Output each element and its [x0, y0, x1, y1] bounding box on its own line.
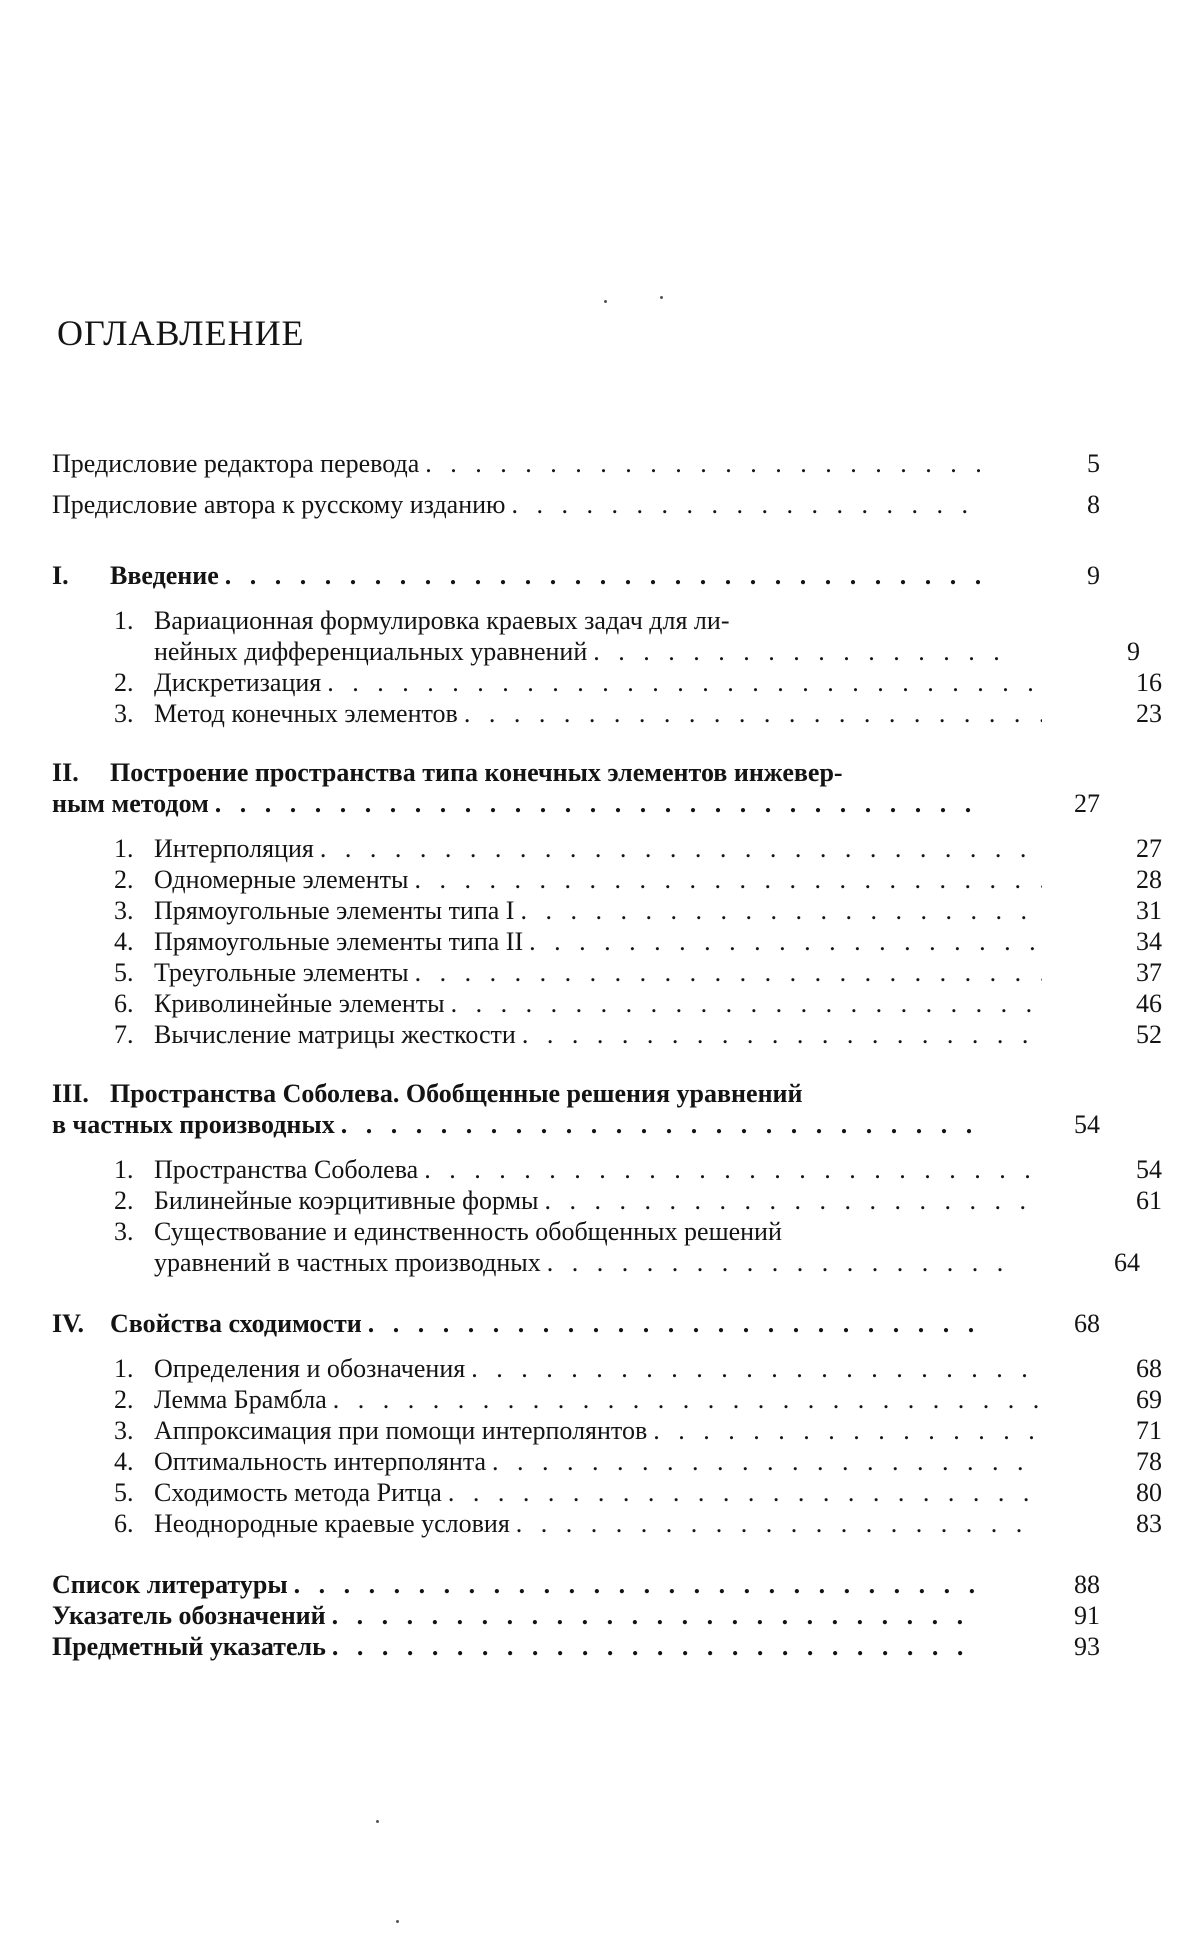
toc-section-4-5[interactable] — [52, 1477, 1162, 1508]
toc-section-2-4[interactable] — [52, 926, 1162, 957]
section-number: 1. — [114, 1155, 134, 1184]
section-number: 4. — [114, 1447, 134, 1476]
entry-title: Список литературы — [52, 1570, 288, 1599]
chapter-number: III. — [52, 1079, 89, 1108]
toc-entry-back-2[interactable] — [52, 1600, 1100, 1631]
section-number: 2. — [114, 1385, 134, 1414]
section-number: 3. — [114, 896, 134, 925]
section-title: Пространства Соболева — [154, 1155, 419, 1184]
section-number: 1. — [114, 1354, 134, 1383]
toc-section-4-6[interactable] — [52, 1508, 1162, 1539]
leader-dots — [332, 1600, 980, 1631]
toc-section-2-7[interactable] — [52, 1019, 1162, 1050]
section-number: 3. — [114, 1217, 134, 1246]
page-number: 88 — [1074, 1570, 1100, 1599]
leader-dots — [547, 1247, 1020, 1278]
section-title: Лемма Брамбла — [154, 1385, 327, 1414]
section-title-line2: нейных дифференциальных уравнений — [154, 637, 588, 666]
section-title: Аппроксимация при помощи интерполянтов — [154, 1416, 648, 1445]
section-number: 1. — [114, 834, 134, 863]
leader-dots — [471, 1353, 1042, 1384]
section-number: 2. — [114, 865, 134, 894]
toc-entry-front-2[interactable] — [52, 489, 1100, 520]
leader-dots — [414, 864, 1042, 895]
leader-dots — [593, 636, 1020, 667]
leader-dots — [545, 1185, 1043, 1216]
page-number: 61 — [1136, 1186, 1162, 1215]
page-number: 46 — [1136, 989, 1162, 1018]
entry-title: Указатель обозначений — [52, 1601, 326, 1630]
page-number: 83 — [1136, 1509, 1162, 1538]
page-number: 78 — [1136, 1447, 1162, 1476]
section-title: Метод конечных элементов — [154, 699, 458, 728]
leader-dots — [516, 1508, 1042, 1539]
leader-dots — [520, 895, 1042, 926]
leader-dots — [522, 1019, 1042, 1050]
toc-section-4-2[interactable] — [52, 1384, 1162, 1415]
leader-dots — [492, 1446, 1042, 1477]
page-number: 69 — [1136, 1385, 1162, 1414]
section-title: Сходимость метода Ритца — [154, 1478, 442, 1507]
toc-chapter-4[interactable] — [52, 1308, 1100, 1339]
scan-speck — [660, 296, 663, 299]
page-number: 80 — [1136, 1478, 1162, 1507]
section-number: 7. — [114, 1020, 134, 1049]
leader-dots — [327, 667, 1042, 698]
toc-section-4-1[interactable] — [52, 1353, 1162, 1384]
page-number: 27 — [1136, 834, 1162, 863]
toc-section-2-1[interactable] — [52, 833, 1162, 864]
scan-speck — [396, 1920, 399, 1923]
section-number: 4. — [114, 927, 134, 956]
section-title: Билинейные коэрцитивные формы — [154, 1186, 539, 1215]
page-number: 68 — [1074, 1309, 1100, 1338]
page-number: 9 — [1087, 561, 1100, 590]
section-title: Криволинейные элементы — [154, 989, 445, 1018]
page-number: 23 — [1136, 699, 1162, 728]
toc-chapter-1[interactable] — [52, 560, 1100, 591]
toc-chapter-3[interactable] — [52, 1078, 1100, 1140]
section-number: 6. — [114, 1509, 134, 1538]
page-number: 27 — [1074, 789, 1100, 818]
leader-dots — [415, 957, 1042, 988]
leader-dots — [294, 1569, 980, 1600]
chapter-title: Свойства сходимости — [110, 1309, 362, 1338]
leader-dots — [464, 698, 1042, 729]
leader-dots — [332, 1631, 980, 1662]
section-number: 5. — [114, 1478, 134, 1507]
section-title-line1: Вариационная формулировка краевых задач для ли- — [154, 606, 730, 635]
leader-dots — [368, 1308, 980, 1339]
leader-dots — [448, 1477, 1042, 1508]
section-number: 2. — [114, 1186, 134, 1215]
leader-dots — [511, 489, 980, 520]
toc-section-2-2[interactable] — [52, 864, 1162, 895]
page-number: 5 — [1087, 449, 1100, 478]
entry-title: Предисловие автора к русскому изданию — [52, 490, 506, 519]
leader-dots — [425, 448, 980, 479]
toc-section-1-2[interactable] — [52, 667, 1162, 698]
page-number: 34 — [1136, 927, 1162, 956]
section-number: 6. — [114, 989, 134, 1018]
page-number: 91 — [1074, 1601, 1100, 1630]
section-title: Треугольные элементы — [154, 958, 409, 987]
page-number: 9 — [1127, 637, 1140, 666]
chapter-title-line2: ным методом — [52, 789, 209, 818]
section-title: Интерполяция — [154, 834, 314, 863]
leader-dots — [215, 788, 980, 819]
leader-dots — [424, 1154, 1042, 1185]
leader-dots — [333, 1384, 1042, 1415]
chapter-title-line2: в частных производных — [52, 1110, 335, 1139]
page-number: 52 — [1136, 1020, 1162, 1049]
scan-speck — [376, 1820, 379, 1823]
toc-section-3-3[interactable] — [52, 1216, 1140, 1278]
chapter-number: IV. — [52, 1309, 85, 1338]
section-title: Прямоугольные элементы типа I — [154, 896, 515, 925]
chapter-number: II. — [52, 758, 79, 787]
section-title: Неоднородные краевые условия — [154, 1509, 510, 1538]
page-number: 71 — [1136, 1416, 1162, 1445]
entry-title: Предметный указатель — [52, 1632, 326, 1661]
page-title: ОГЛАВЛЕНИЕ — [57, 313, 305, 353]
section-title: Дискретизация — [154, 668, 322, 697]
section-title: Оптимальность интерполянта — [154, 1447, 487, 1476]
section-title: Вычисление матрицы жесткости — [154, 1020, 516, 1049]
entry-title: Предисловие редактора перевода — [52, 449, 420, 478]
toc-entry-back-3[interactable] — [52, 1631, 1100, 1662]
toc-section-2-6[interactable] — [52, 988, 1162, 1019]
page-number: 16 — [1136, 668, 1162, 697]
chapter-number: I. — [52, 561, 69, 590]
toc-section-4-3[interactable] — [52, 1415, 1162, 1446]
section-number: 2. — [114, 668, 134, 697]
chapter-title-line1: Построение пространства типа конечных элементов инжевер- — [110, 758, 843, 787]
page-number: 68 — [1136, 1354, 1162, 1383]
section-number: 1. — [114, 606, 134, 635]
toc-section-2-3[interactable] — [52, 895, 1162, 926]
section-title: Определения и обозначения — [154, 1354, 466, 1383]
page-number: 31 — [1136, 896, 1162, 925]
section-number: 3. — [114, 1416, 134, 1445]
section-number: 3. — [114, 699, 134, 728]
leader-dots — [653, 1415, 1042, 1446]
page-number: 64 — [1114, 1248, 1140, 1277]
section-title-line1: Существование и единственность обобщенных решений — [154, 1217, 782, 1246]
toc-section-1-3[interactable] — [52, 698, 1162, 729]
section-title: Прямоугольные элементы типа II — [154, 927, 524, 956]
page-number: 93 — [1074, 1632, 1100, 1661]
leader-dots — [225, 560, 980, 591]
page-number: 54 — [1074, 1110, 1100, 1139]
section-title-line2: уравнений в частных производных — [154, 1248, 541, 1277]
table-of-contents — [52, 448, 1162, 1662]
toc-chapter-2[interactable] — [52, 757, 1100, 819]
toc-section-3-2[interactable] — [52, 1185, 1162, 1216]
page-number: 54 — [1136, 1155, 1162, 1184]
toc-section-4-4[interactable] — [52, 1446, 1162, 1477]
toc-section-3-1[interactable] — [52, 1154, 1162, 1185]
page-number: 8 — [1087, 490, 1100, 519]
leader-dots — [320, 833, 1042, 864]
chapter-title: Введение — [110, 561, 219, 590]
section-number: 5. — [114, 958, 134, 987]
section-title: Одномерные элементы — [154, 865, 409, 894]
toc-entry-front-1[interactable] — [52, 448, 1100, 479]
leader-dots — [451, 988, 1042, 1019]
leader-dots — [341, 1109, 980, 1140]
page-number: 28 — [1136, 865, 1162, 894]
page-number: 37 — [1136, 958, 1162, 987]
chapter-title-line1: Пространства Соболева. Обобщенные решения уравнений — [110, 1079, 803, 1108]
toc-section-1-1[interactable] — [52, 605, 1140, 667]
scan-speck — [604, 300, 607, 303]
toc-entry-back-1[interactable] — [52, 1569, 1100, 1600]
toc-section-2-5[interactable] — [52, 957, 1162, 988]
leader-dots — [529, 926, 1042, 957]
